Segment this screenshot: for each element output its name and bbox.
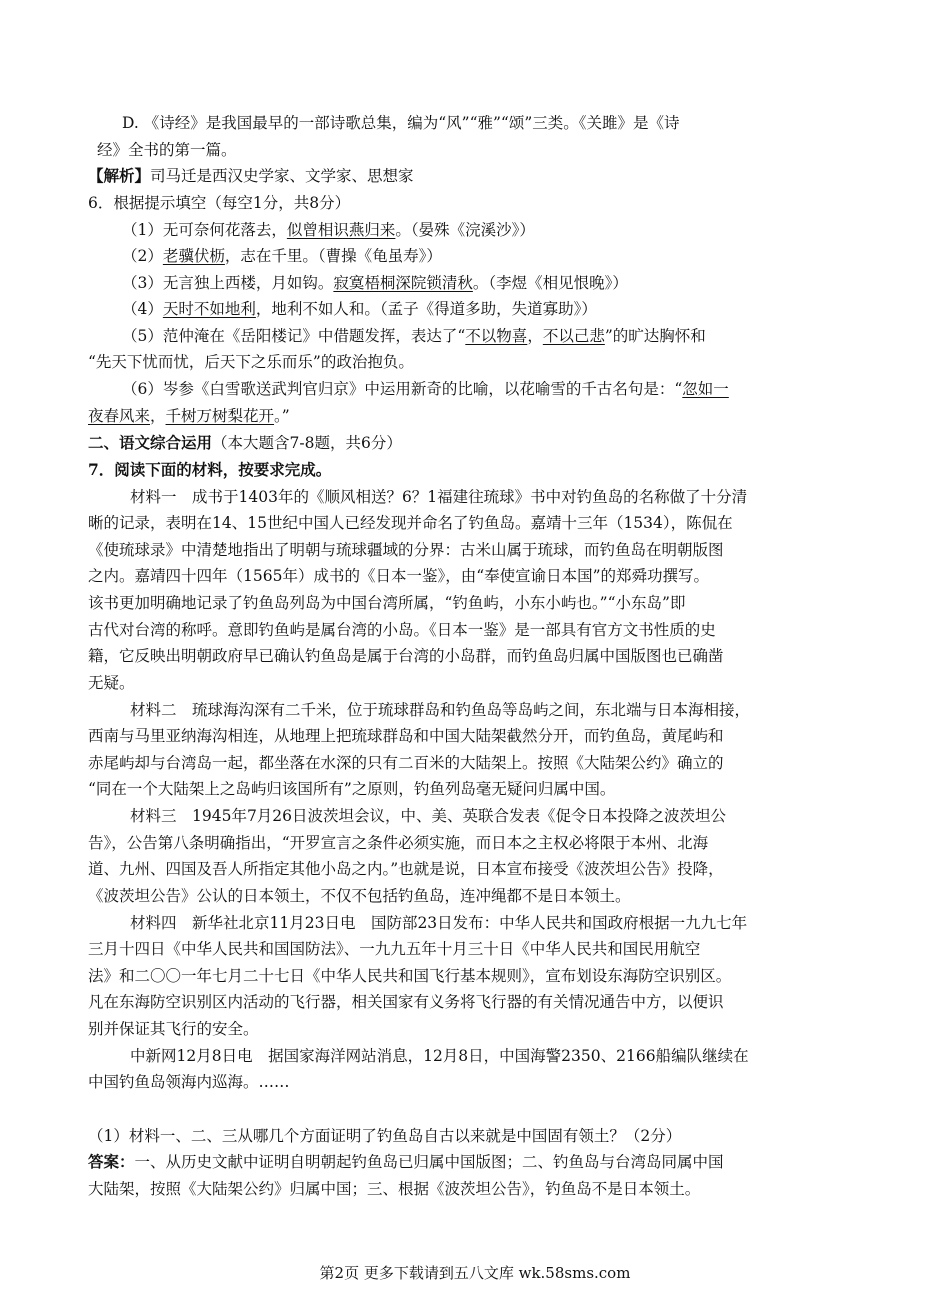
section-2-heading: 二、语文综合运用（本大题含7-8题，共6分） — [88, 433, 402, 452]
answer-label: 答案： — [88, 1152, 135, 1171]
answer-blank: 似曾相识燕归来 — [286, 221, 396, 239]
q6-item-4: （4）天时不如地利，地利不如人和。（孟子《得道多助，失道寡助》） — [122, 300, 597, 318]
q6-item-1: （1）无可奈何花落去，似曾相识燕归来。（晏殊《浣溪沙》） — [122, 221, 535, 239]
option-d-line-2: 经》全书的第一篇。 — [97, 141, 237, 159]
analysis-line — [88, 166, 414, 186]
answer-blank: 千树万树梨花开 — [165, 407, 275, 425]
answer-blank: 忽如一 — [682, 380, 729, 398]
q6-title: 6．根据提示填空（每空1分，共8分） — [88, 194, 351, 212]
q7-sub-question-1: （1）材料一、二、三从哪几个方面证明了钓鱼岛自古以来就是中国固有领土？（2分） — [88, 1127, 682, 1145]
analysis-text: 司马迁是西汉史学家、文学家、思想家 — [150, 167, 414, 185]
q6-item-2: （2）老骥伏枥，志在千里。（曹操《龟虽寿》） — [122, 247, 442, 265]
q6-item-5: （5）范仲淹在《岳阳楼记》中借题发挥，表达了“不以物喜，不以己悲”的旷达胸怀和 — [122, 327, 706, 345]
option-d-line-1: D. 《诗经》是我国最早的一部诗歌总集，编为“风”“雅”“颂”三类。《关雎》是《诗 — [122, 114, 680, 132]
q7-title: 7．阅读下面的材料，按要求完成。 — [88, 460, 332, 479]
q6-item-5-line-2: “先天下忧而忧，后天下之乐而乐”的政治抱负。 — [88, 353, 414, 371]
answer-blank: 夜春风来 — [88, 407, 151, 425]
q6-item-3: （3）无言独上西楼，月如钩。寂寞梧桐深院锁清秋。（李煜《相见恨晚》） — [122, 274, 628, 292]
document-page: D. 《诗经》是我国最早的一部诗歌总集，编为“风”“雅”“颂”三类。《关雎》是《诗 经》全书的第一篇。 【解析】司马迁是西汉史学家、文学家、思想家 6．根据提示填空（每空1分，共8分） （1）无可奈何花落去，似曾相识燕归来。（晏殊《浣溪沙》） （2）老骥伏枥，志在千里。（曹操《龟虽寿》） （3）无言独上西楼，月如钩。寂寞梧桐深院锁清秋。（李煜《相见恨晚》） （4）天时不如地利，地利不如人和。（孟子《得道多助，失道寡助》） （5）范仲淹在《岳阳楼记》中借题发挥，表达了“不以物喜，不以己悲”的旷达胸怀和 “先天下忧而忧，后天下之乐而乐”的政治抱负。 （6）岑参《白雪歌送武判官归京》中运用新奇的比喻，以花喻雪的千古名句是：“忽如一 夜春风来，千树万树梨花开。” 二、语文综合运用（本大题含7-8题，共6分） 7．阅读下面的材料，按要求完成。 材料一 成书于1403年的《顺风相送？6？1福建往琉球》书中对钓鱼岛的名称做了十分清 晰的记录，表明在14、15世纪中国人已经发现并命名了钓鱼岛。嘉靖十三年（1534），陈侃在 《使琉球录》中清楚地指出了明朝与琉球疆域的分界：古米山属于琉球，而钓鱼岛在明朝版图 之内。嘉靖四十四年（1565年）成书的《日本一鉴》，由“奉使宣谕日本国”的郑舜功撰写。 该书更加明确地记录了钓鱼岛列岛为中国台湾所属，“钓鱼屿，小东小屿也。”“小东岛”即 古代对台湾的称呼。意即钓鱼屿是属台湾的小岛。《日本一鉴》是一部具有官方文书性质的史 籍，它反映出明朝政府早已确认钓鱼岛是属于台湾的小岛群，而钓鱼岛归属中国版图也已确凿 无疑。 材料二 琉球海沟深有二千米，位于琉球群岛和钓鱼岛等岛屿之间，东北端与日本海相接， 西南与马里亚纳海沟相连，从地理上把琉球群岛和中国大陆架截然分开，而钓鱼岛，黄尾屿和 赤尾屿却与台湾岛一起，都坐落在水深的只有二百米的大陆架上。按照《大陆架公约》确立的 “同在一个大陆架上之岛屿归该国所有”之原则，钓鱼列岛毫无疑问归属中国。 材料三 1945年7月26日波茨坦会议，中、美、英联合发表《促令日本投降之波茨坦公 告》，公告第八条明确指出，“开罗宣言之条件必须实施，而日本之主权必将限于本州、北海 道、九州、四国及吾人所指定其他小岛之内。”也就是说，日本宣布接受《波茨坦公告》投降， 《波茨坦公告》公认的日本领土，不仅不包括钓鱼岛，连冲绳都不是日本领土。 材料四 新华社北京11月23日电 国防部23日发布：中华人民共和国政府根据一九九七年 三月十四日《中华人民共和国国防法》、一九九五年十月三十日《中华人民共和国民用航空 法》和二〇〇一年七月二十七日《中华人民共和国飞行基本规则》，宣布划设东海防空识别区。 凡在东海防空识别区内活动的飞行器，相关国家有义务将飞行器的有关情况通告中方，以便识 别并保证其飞行的安全。 中新网12月8日电 据国家海洋网站消息，12月8日，中国海警2350、2166船编队继续在 中国钓鱼岛领海内巡海。…… （1）材料一、二、三从哪几个方面证明了钓鱼岛自古以来就是中国固有领土？（2分） 答案：一、从历史文献中证明自明朝起钓鱼岛已归属中国版图；二、钓鱼岛与台湾岛同属中国 大陆架，按照《大陆架公约》归属中国；三、根据《波茨坦公告》，钓鱼岛不是日本领土。 第2页 更多下载请到五八文库 wk.58sms.com — [0, 0, 950, 1316]
answer-blank: 不以物喜 — [465, 327, 528, 345]
answer-blank: 寂寞梧桐深院锁清秋 — [333, 274, 473, 292]
page-footer: 第2页 更多下载请到五八文库 wk.58sms.com — [319, 1264, 631, 1282]
answer-blank: 不以己悲 — [542, 327, 605, 345]
analysis-label: 【解析】 — [88, 166, 151, 185]
answer-line-2: 大陆架，按照《大陆架公约》归属中国；三、根据《波茨坦公告》，钓鱼岛不是日本领土。 — [88, 1180, 701, 1198]
answer-blank: 天时不如地利 — [162, 300, 256, 318]
answer-blank: 老骥伏枥 — [162, 247, 225, 265]
q6-item-6: （6）岑参《白雪歌送武判官归京》中运用新奇的比喻，以花喻雪的千古名句是：“忽如一 — [122, 380, 729, 398]
q6-item-6-line-2: 夜春风来，千树万树梨花开。” — [88, 407, 290, 425]
answer-line-1: 答案：一、从历史文献中证明自明朝起钓鱼岛已归属中国版图；二、钓鱼岛与台湾岛同属中国 — [88, 1152, 724, 1171]
